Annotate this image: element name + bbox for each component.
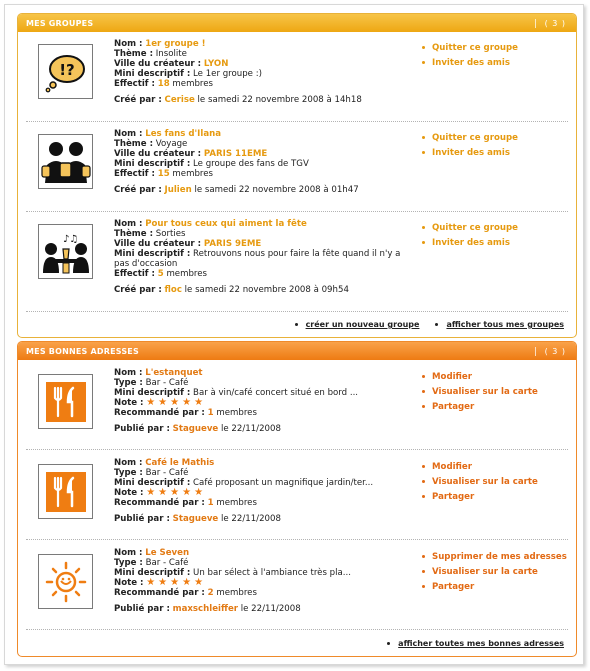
address-description: Un bar sélect à l'ambiance très pla...	[193, 568, 351, 578]
address-type: Bar - Café	[145, 378, 189, 388]
group-actions	[422, 41, 518, 71]
group-creator-link[interactable]: Julien	[164, 185, 192, 195]
group-actions	[422, 131, 518, 161]
addresses-count: ( 3 )	[535, 347, 566, 356]
remove-address-link[interactable]: Supprimer de mes adresses	[422, 550, 567, 565]
addresses-panel-title: MES BONNES ADRESSES	[26, 346, 139, 356]
invite-friends-link[interactable]: Inviter des amis	[422, 146, 518, 161]
group-member-count: 5	[157, 269, 164, 279]
address-type: Bar - Café	[145, 558, 189, 568]
recommended-count: 1	[207, 498, 214, 508]
page-frame	[4, 4, 584, 665]
address-actions	[422, 550, 567, 595]
view-on-map-link[interactable]: Visualiser sur la carte	[422, 475, 538, 490]
group-creator-link[interactable]: floc	[164, 285, 182, 295]
party-icon	[38, 224, 93, 279]
group-description: Retrouvons nous pour faire la fête quand il n'y a	[193, 249, 401, 259]
groups-panel-header	[18, 14, 576, 32]
group-name-link[interactable]: Les fans d'Ilana	[145, 129, 222, 139]
group-member-count: 18	[157, 79, 170, 89]
edit-address-link[interactable]: Modifier	[422, 460, 538, 475]
sun-icon	[38, 554, 93, 609]
address-entry: Nom : Café le Mathis Type : Bar - Café Mini descriptif : Café proposant un magnifique jardin/ter... Note : ★★★★★ Recommandé par : 1 membres Publié par : Stagueve le 22/11/2008 Modifier Visualiser sur la carte Partager	[26, 450, 568, 540]
publisher-link[interactable]: Stagueve	[172, 514, 219, 524]
group-created-date: samedi 22 novembre 2008 à 09h54	[195, 285, 349, 295]
address-description: Bar à vin/café concert situé en bord ...	[193, 388, 359, 398]
create-group-link[interactable]: créer un nouveau groupe	[295, 320, 420, 329]
group-created-date: samedi 22 novembre 2008 à 01h47	[204, 185, 359, 195]
group-description-continued: pas d'occasion	[114, 259, 178, 269]
group-theme: Voyage	[155, 139, 188, 149]
rating-stars: ★★★★★	[146, 397, 207, 408]
group-member-count: 15	[157, 169, 170, 179]
view-on-map-link[interactable]: Visualiser sur la carte	[422, 385, 538, 400]
quit-group-link[interactable]: Quitter ce groupe	[422, 131, 518, 146]
address-actions	[422, 460, 538, 505]
quit-group-link[interactable]: Quitter ce groupe	[422, 221, 518, 236]
recommended-count: 1	[207, 408, 214, 418]
group-theme: Sorties	[155, 229, 186, 239]
address-type: Bar - Café	[145, 468, 189, 478]
group-theme: Insolite	[155, 49, 187, 59]
group-creator-link[interactable]: Cerise	[164, 95, 195, 105]
group-city: PARIS 11EME	[203, 149, 268, 159]
share-link[interactable]: Partager	[422, 580, 567, 595]
group-entry: !? Nom : 1er groupe ! Thème : Insolite Ville du créateur : LYON Mini descriptif : Le 1er groupe :) Effectif : 18 membres Créé par : Cerise le samedi 22 novembre 2008 à 14h18 Quitter ce groupe Inviter des amis	[26, 32, 568, 122]
group-actions	[422, 221, 518, 251]
share-link[interactable]: Partager	[422, 490, 538, 505]
group-created-date: samedi 22 novembre 2008 à 14h18	[207, 95, 362, 105]
rating-stars: ★★★★★	[146, 577, 207, 588]
published-date: le 22/11/2008	[221, 424, 281, 434]
share-link[interactable]: Partager	[422, 400, 538, 415]
address-name-link[interactable]: L'estanquet	[145, 368, 203, 378]
group-entry: ♪♫ Nom : Pour tous ceux qui aiment la fête Thème : Sorties Ville du créateur : PARIS 9EME Mini descriptif : Retrouvons nous pour faire la fête quand il n'y a pas d'occasion Effectif : 5 membres Créé par : floc le samedi 22 novembre 2008 à 09h54 Quitter ce groupe Inviter des amis	[26, 212, 568, 312]
invite-friends-link[interactable]: Inviter des amis	[422, 236, 518, 251]
restaurant-icon	[38, 374, 93, 429]
address-name-link[interactable]: Café le Mathis	[145, 458, 215, 468]
group-description: Le groupe des fans de TGV	[193, 159, 309, 169]
publisher-link[interactable]: maxschleiffer	[172, 604, 239, 614]
address-name-link[interactable]: Le Seven	[145, 548, 190, 558]
group-name-link[interactable]: 1er groupe !	[145, 39, 206, 49]
address-entry: Nom : Le Seven Type : Bar - Café Mini descriptif : Un bar sélect à l'ambiance très pla... Note : ★★★★★ Recommandé par : 2 membres Publié par : maxschleiffer le 22/11/2008 Supprimer de mes adresses Visualiser sur la carte Partager	[26, 540, 568, 630]
group-name-link[interactable]: Pour tous ceux qui aiment la fête	[145, 219, 307, 229]
group-city: PARIS 9EME	[203, 239, 262, 249]
rating-stars: ★★★★★	[146, 487, 207, 498]
restaurant-icon	[38, 464, 93, 519]
thought-bubble-icon	[38, 44, 93, 99]
edit-address-link[interactable]: Modifier	[422, 370, 538, 385]
group-entry: Nom : Les fans d'Ilana Thème : Voyage Ville du créateur : PARIS 11EME Mini descriptif : Le groupe des fans de TGV Effectif : 15 membres Créé par : Julien le samedi 22 novembre 2008 à 01h47 Quitter ce groupe Inviter des amis	[26, 122, 568, 212]
address-entry: Nom : L'estanquet Type : Bar - Café Mini descriptif : Bar à vin/café concert situé en bord ... Note : ★★★★★ Recommandé par : 1 membres Publié par : Stagueve le 22/11/2008 Modifier Visualiser sur la carte Partager	[26, 360, 568, 450]
show-all-addresses-link[interactable]: afficher toutes mes bonnes adresses	[387, 639, 564, 648]
publisher-link[interactable]: Stagueve	[172, 424, 219, 434]
travelers-icon	[38, 134, 93, 189]
group-description: Le 1er groupe :)	[193, 69, 262, 79]
groups-count: ( 3 )	[535, 19, 566, 28]
recommended-count: 2	[207, 588, 214, 598]
quit-group-link[interactable]: Quitter ce groupe	[422, 41, 518, 56]
svg-text:!?: !?	[58, 60, 75, 79]
addresses-panel	[17, 341, 577, 657]
show-all-groups-link[interactable]: afficher tous mes groupes	[435, 320, 564, 329]
address-actions	[422, 370, 538, 415]
addresses-footer	[387, 639, 564, 648]
published-date: le 22/11/2008	[221, 514, 281, 524]
view-on-map-link[interactable]: Visualiser sur la carte	[422, 565, 567, 580]
invite-friends-link[interactable]: Inviter des amis	[422, 56, 518, 71]
groups-panel-title: MES GROUPES	[26, 18, 94, 28]
svg-text:♪♫: ♪♫	[62, 233, 78, 245]
address-description: Café proposant un magnifique jardin/ter...	[193, 478, 374, 488]
published-date: le 22/11/2008	[240, 604, 301, 614]
groups-footer	[295, 320, 564, 329]
groups-panel	[17, 13, 577, 338]
group-city: LYON	[203, 59, 229, 69]
addresses-panel-header	[18, 342, 576, 360]
